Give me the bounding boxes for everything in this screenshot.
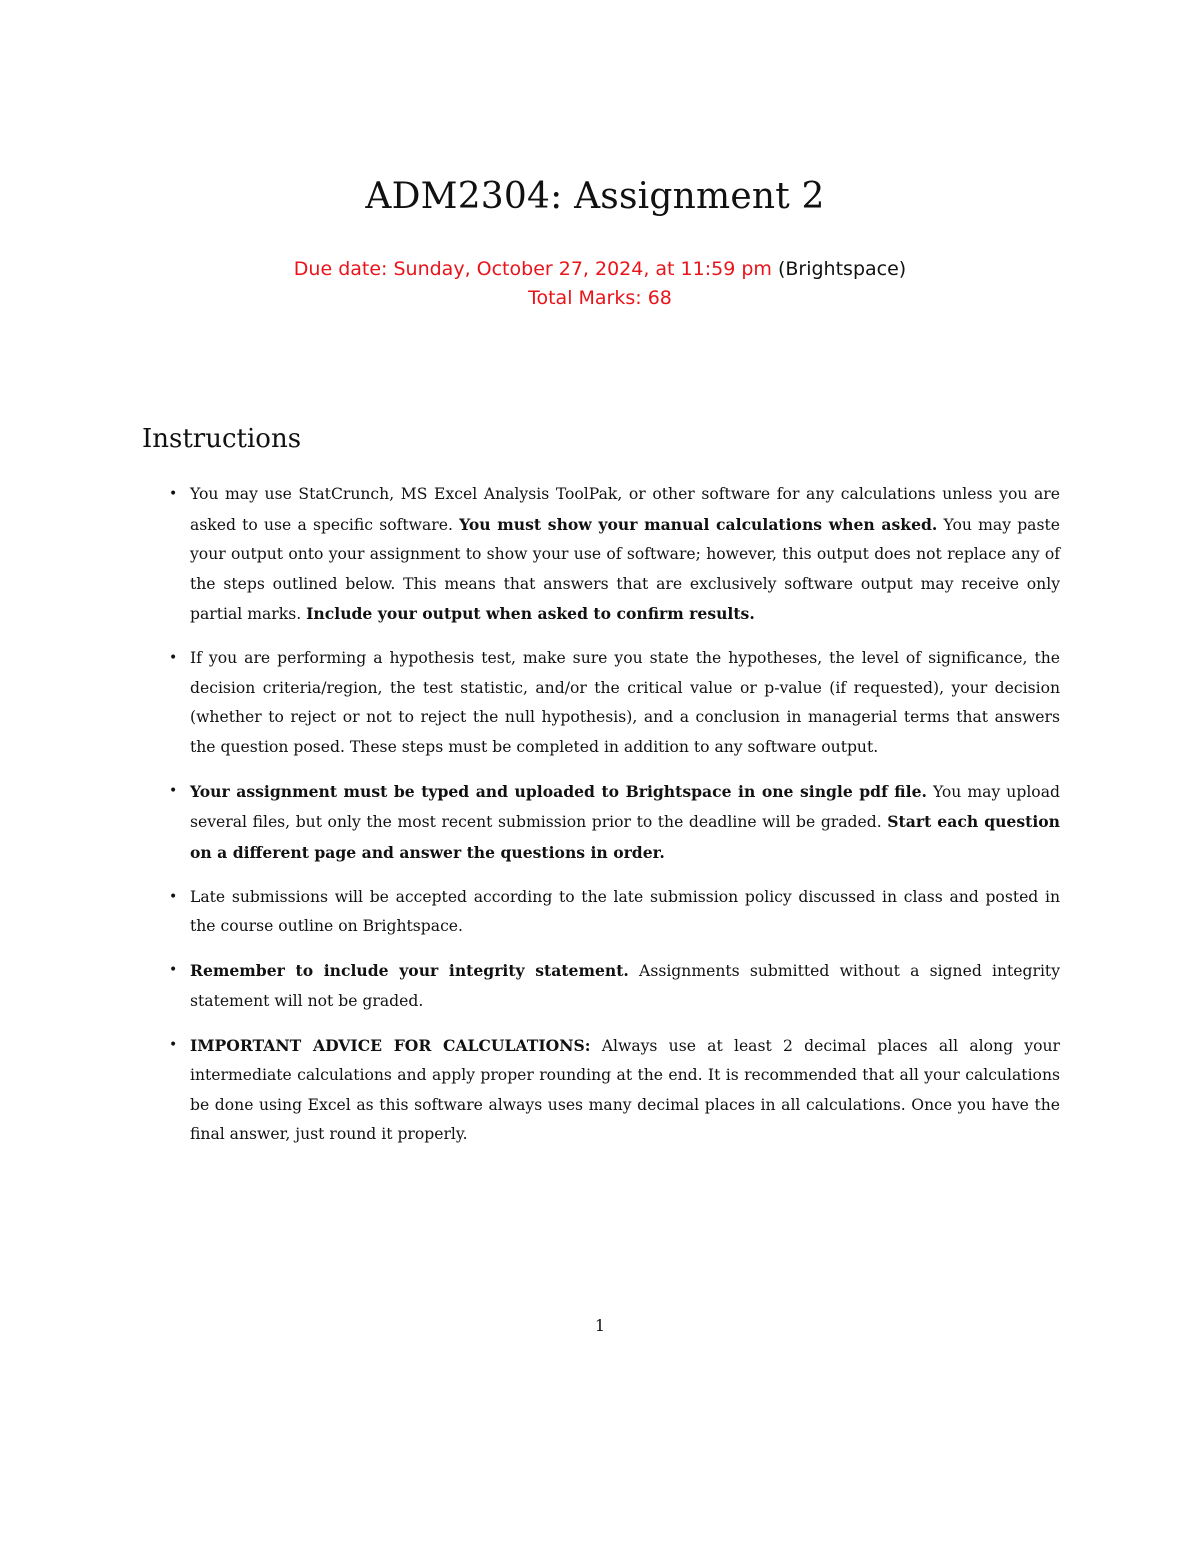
instruction-text: Assignments submitted without a signed integrity statement will not be graded. xyxy=(190,962,1061,1010)
instructions-list xyxy=(168,480,1060,1164)
instruction-item xyxy=(168,644,1060,762)
instruction-text: If you are performing a hypothesis test, make sure you state the hypotheses, the level of significance, the decision criteria/region, the test statistic, and/or the critical value or p-value (if requested), your decision (whether to reject or not to reject the null hypothesis), and a conclusion in managerial terms that answers the question posed. These steps must be completed in addition to any software output. xyxy=(190,649,1060,756)
instruction-item xyxy=(168,956,1060,1016)
instruction-item xyxy=(168,1031,1060,1150)
instruction-text: You may use StatCrunch, MS Excel Analysis ToolPak, or other software for any calculations unless you are asked to use a specific software. xyxy=(190,485,1060,534)
instruction-item xyxy=(168,883,1060,942)
instruction-bold-text: Your assignment must be typed and uploaded to Brightspace in one single pdf file. xyxy=(190,781,927,801)
document-title: ADM2304: Assignment 2 xyxy=(365,176,825,217)
total-marks: Total Marks: 68 xyxy=(528,287,672,309)
instruction-text: You may upload several files, but only the most recent submission prior to the deadline will be graded. xyxy=(190,782,1060,831)
bullet-icon: • xyxy=(169,782,178,799)
bullet-icon: • xyxy=(169,1036,178,1053)
instruction-bold-text: Start each question on a different page and answer the questions in order. xyxy=(190,812,1060,862)
bullet-icon: • xyxy=(169,486,178,502)
instruction-bold-text: IMPORTANT ADVICE FOR CALCULATIONS: xyxy=(190,1035,591,1055)
instruction-text: You may paste your output onto your assignment to show your use of software; however, this output does not replace any of the steps outlined below. This means that answers that are exclusively software output may receive only partial marks. xyxy=(190,515,1060,623)
instruction-item xyxy=(168,480,1060,630)
instruction-bold-text: Include your output when asked to confirm results. xyxy=(306,604,755,623)
instruction-text: Late submissions will be accepted according to the late submission policy discussed in class and posted in the course outline on Brightspace. xyxy=(190,887,1060,935)
due-date-platform: (Brightspace) xyxy=(771,258,907,280)
page-number: 1 xyxy=(594,1316,606,1335)
instruction-bold-text: Remember to include your integrity statement. xyxy=(190,961,629,980)
due-date-text: Due date: Sunday, October 27, 2024, at 11:59 pm xyxy=(293,258,772,280)
due-date-line xyxy=(0,258,1200,280)
bullet-icon: • xyxy=(169,650,178,666)
instruction-item xyxy=(168,777,1060,869)
instructions-heading: Instructions xyxy=(142,424,302,454)
instruction-text: Always use at least 2 decimal places all along your intermediate calculations and apply proper rounding at the end. It is recommended that all your calculations be done using Excel as this software always uses many decimal places in all calculations. Once you have the final answer, just round it properly. xyxy=(190,1036,1060,1143)
instruction-bold-text: You must show your manual calculations when asked. xyxy=(459,514,938,534)
bullet-icon: • xyxy=(169,962,178,978)
bullet-icon: • xyxy=(169,888,178,905)
